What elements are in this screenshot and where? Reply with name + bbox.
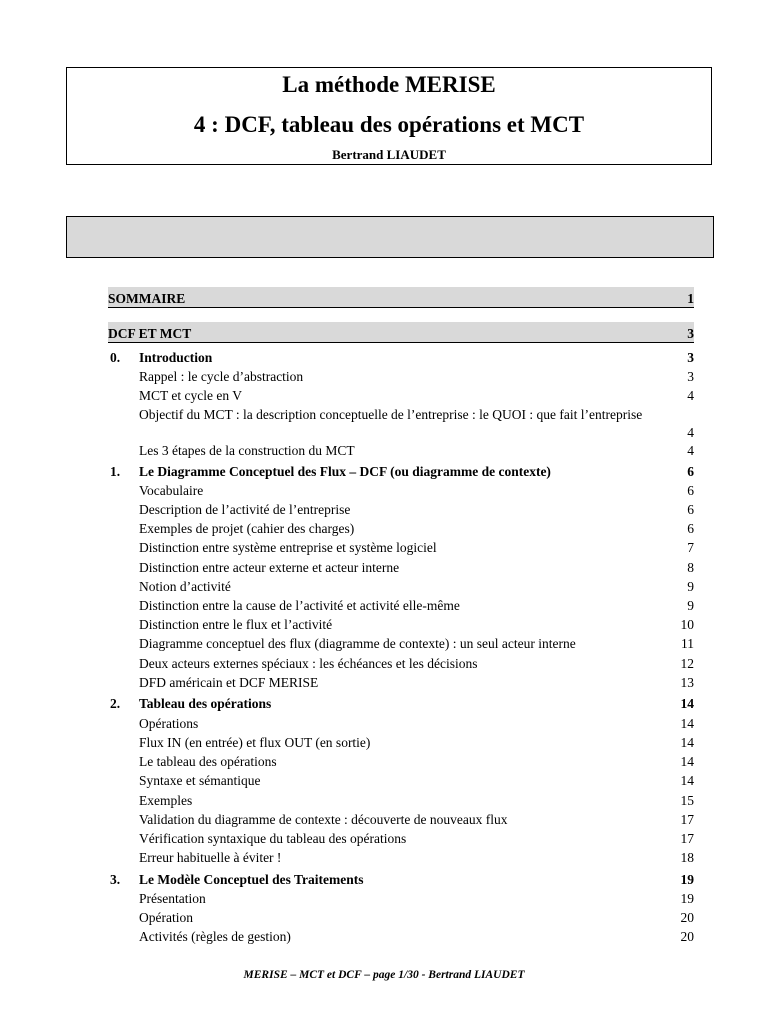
toc-item[interactable]: Rappel : le cycle d’abstraction 3 <box>139 369 694 384</box>
toc-item[interactable]: Activités (règles de gestion) 20 <box>139 929 694 944</box>
toc-item[interactable]: Syntaxe et sémantique 14 <box>139 773 694 788</box>
toc-item[interactable]: Description de l’activité de l’entreprise 6 <box>139 502 694 517</box>
toc-item[interactable]: Objectif du MCT : la description conceptuelle de l’entreprise : le QUOI : que fait l’entreprise 4 <box>139 407 694 440</box>
toc-item[interactable]: Les 3 étapes de la construction du MCT 4 <box>139 443 694 458</box>
toc-item[interactable]: Notion d’activité 9 <box>139 579 694 594</box>
toc-item[interactable]: Distinction entre système entreprise et système logiciel 7 <box>139 540 694 555</box>
toc-item[interactable]: Exemples 15 <box>139 793 694 808</box>
toc-item[interactable]: Validation du diagramme de contexte : découverte de nouveaux flux 17 <box>139 812 694 827</box>
toc-item[interactable]: Deux acteurs externes spéciaux : les échéances et les décisions 12 <box>139 656 694 671</box>
toc-section[interactable]: 0. Introduction 3 <box>110 350 694 365</box>
toc-part-dcf-mct[interactable]: DCF ET MCT 3 <box>108 322 694 343</box>
toc-item[interactable]: Opérations 14 <box>139 716 694 731</box>
toc-item[interactable]: Présentation 19 <box>139 891 694 906</box>
document-author: Bertrand LIAUDET <box>332 147 446 162</box>
toc-section[interactable]: 2. Tableau des opérations 14 <box>110 696 694 711</box>
page-footer: MERISE – MCT et DCF – page 1/30 - Bertrand LIAUDET <box>243 969 525 981</box>
toc-item[interactable]: Flux IN (en entrée) et flux OUT (en sortie) 14 <box>139 735 694 750</box>
title-box <box>66 67 712 165</box>
document-title: La méthode MERISE <box>282 72 496 97</box>
toc-item[interactable]: Distinction entre le flux et l’activité 10 <box>139 617 694 632</box>
toc-item[interactable]: Erreur habituelle à éviter ! 18 <box>139 850 694 865</box>
document-subtitle: 4 : DCF, tableau des opérations et MCT <box>193 112 585 137</box>
toc-item[interactable]: Exemples de projet (cahier des charges) 6 <box>139 521 694 536</box>
toc-item[interactable]: Distinction entre acteur externe et acteur interne 8 <box>139 560 694 575</box>
toc-section[interactable]: 1. Le Diagramme Conceptuel des Flux – DCF (ou diagramme de contexte) 6 <box>110 464 694 479</box>
toc-item[interactable]: MCT et cycle en V 4 <box>139 388 694 403</box>
toc-item[interactable]: Vérification syntaxique du tableau des opérations 17 <box>139 831 694 846</box>
toc-item[interactable]: Le tableau des opérations 14 <box>139 754 694 769</box>
toc-section[interactable]: 3. Le Modèle Conceptuel des Traitements 19 <box>110 872 694 887</box>
toc-item[interactable]: Distinction entre la cause de l’activité et activité elle-même 9 <box>139 598 694 613</box>
toc-item[interactable]: Diagramme conceptuel des flux (diagramme de contexte) : un seul acteur interne 11 <box>139 636 694 651</box>
toc-item[interactable]: DFD américain et DCF MERISE 13 <box>139 675 694 690</box>
toc-sommaire[interactable]: SOMMAIRE 1 <box>108 287 694 308</box>
toc-item[interactable]: Vocabulaire 6 <box>139 483 694 498</box>
grey-banner <box>66 216 714 258</box>
toc-item[interactable]: Opération 20 <box>139 910 694 925</box>
